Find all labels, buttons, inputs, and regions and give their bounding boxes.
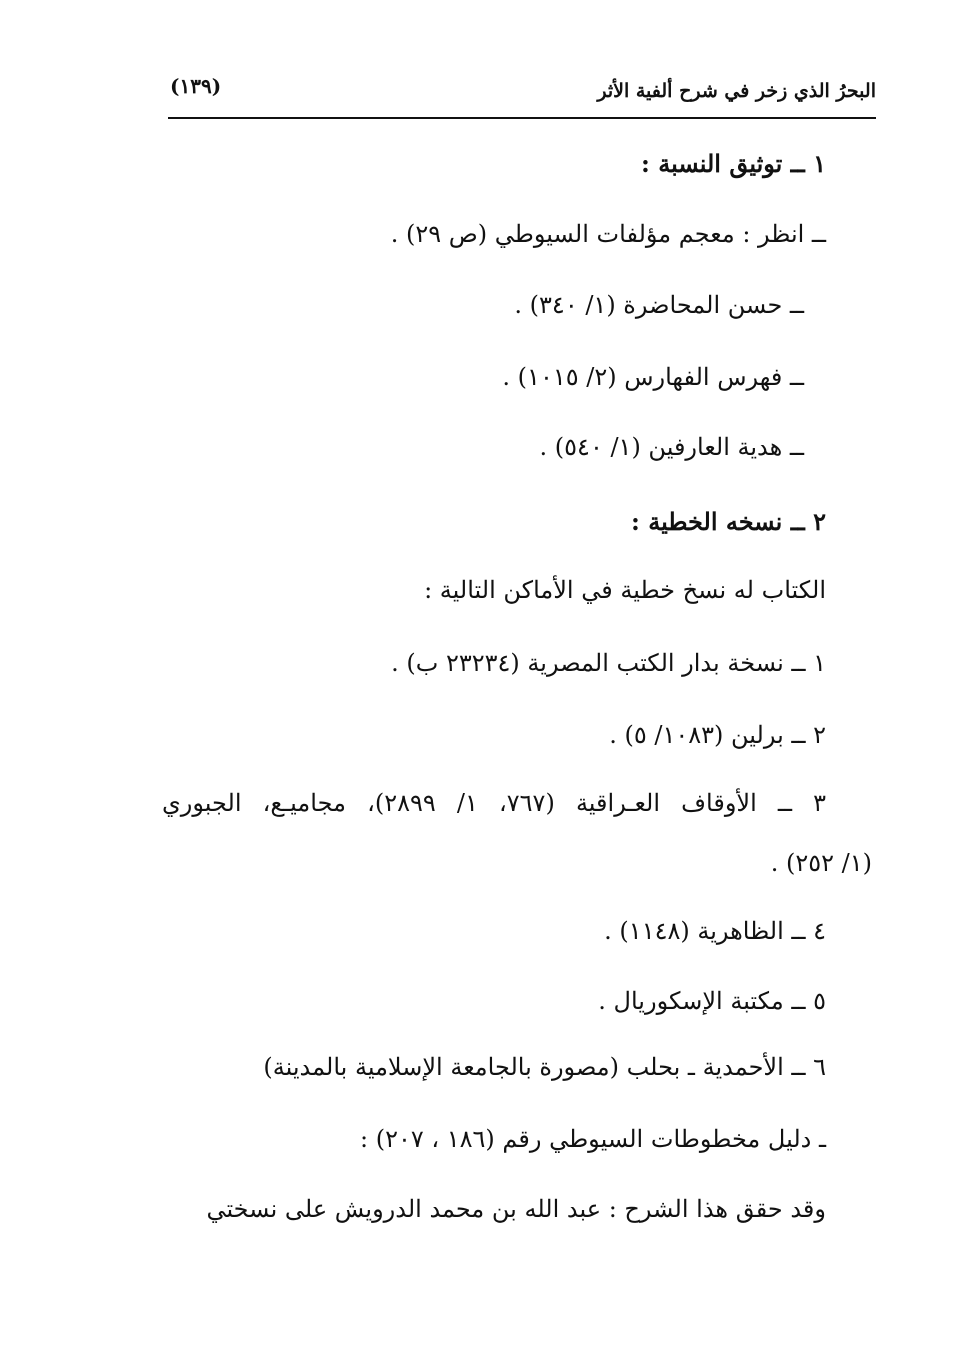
section-heading-attribution: ١ ــ توثيق النسبة : <box>641 149 826 178</box>
page-number: (١٣٩) <box>170 74 222 98</box>
paragraph-line: الكتاب له نسخ خطية في الأماكن التالية : <box>424 576 826 604</box>
reference-line: ــ هدية العارفين (١/ ٥٤٠) . <box>539 433 804 461</box>
reference-line: ــ فهرس الفهارس (٢/ ١٠١٥) . <box>502 363 804 391</box>
reference-line: ــ حسن المحاضرة (١/ ٣٤٠) . <box>514 291 804 319</box>
manuscript-list-item: ٢ ــ برلين (١٠٨٣/ ٥) . <box>609 721 826 749</box>
reference-line: ـ دليل مخطوطات السيوطي رقم (١٨٦ ، ٢٠٧) : <box>359 1125 826 1153</box>
manuscript-list-item: ٣ ــ الأوقاف العـراقية (٧٦٧، ١/ ٢٨٩٩)، مجاميـع، الجبوري <box>162 789 826 817</box>
manuscript-list-item-continuation: (١/ ٢٥٢) . <box>770 849 872 877</box>
running-header <box>168 72 876 112</box>
section-heading-manuscripts: ٢ ــ نسخه الخطية : <box>631 507 826 536</box>
header-divider <box>168 117 876 119</box>
manuscript-list-item: ١ ــ نسخة بدار الكتب المصرية (٢٣٢٣٤ ب) . <box>391 649 826 677</box>
header-book-title: البحرُ الذي زخر في شرح ألفية الأثر <box>597 80 876 102</box>
paragraph-line: وقد حقق هذا الشرح : عبد الله بن محمد الدرويش على نسختي <box>206 1195 826 1223</box>
manuscript-list-item: ٦ ــ الأحمدية ـ بحلب (مصورة بالجامعة الإسلامية بالمدينة) <box>263 1053 826 1081</box>
reference-line: ــ انظر : معجم مؤلفات السيوطي (ص ٢٩) . <box>390 220 826 248</box>
manuscript-list-item: ٤ ــ الظاهرية (١١٤٨) . <box>604 917 826 945</box>
manuscript-list-item: ٥ ــ مكتبة الإسكوريال . <box>598 987 826 1015</box>
